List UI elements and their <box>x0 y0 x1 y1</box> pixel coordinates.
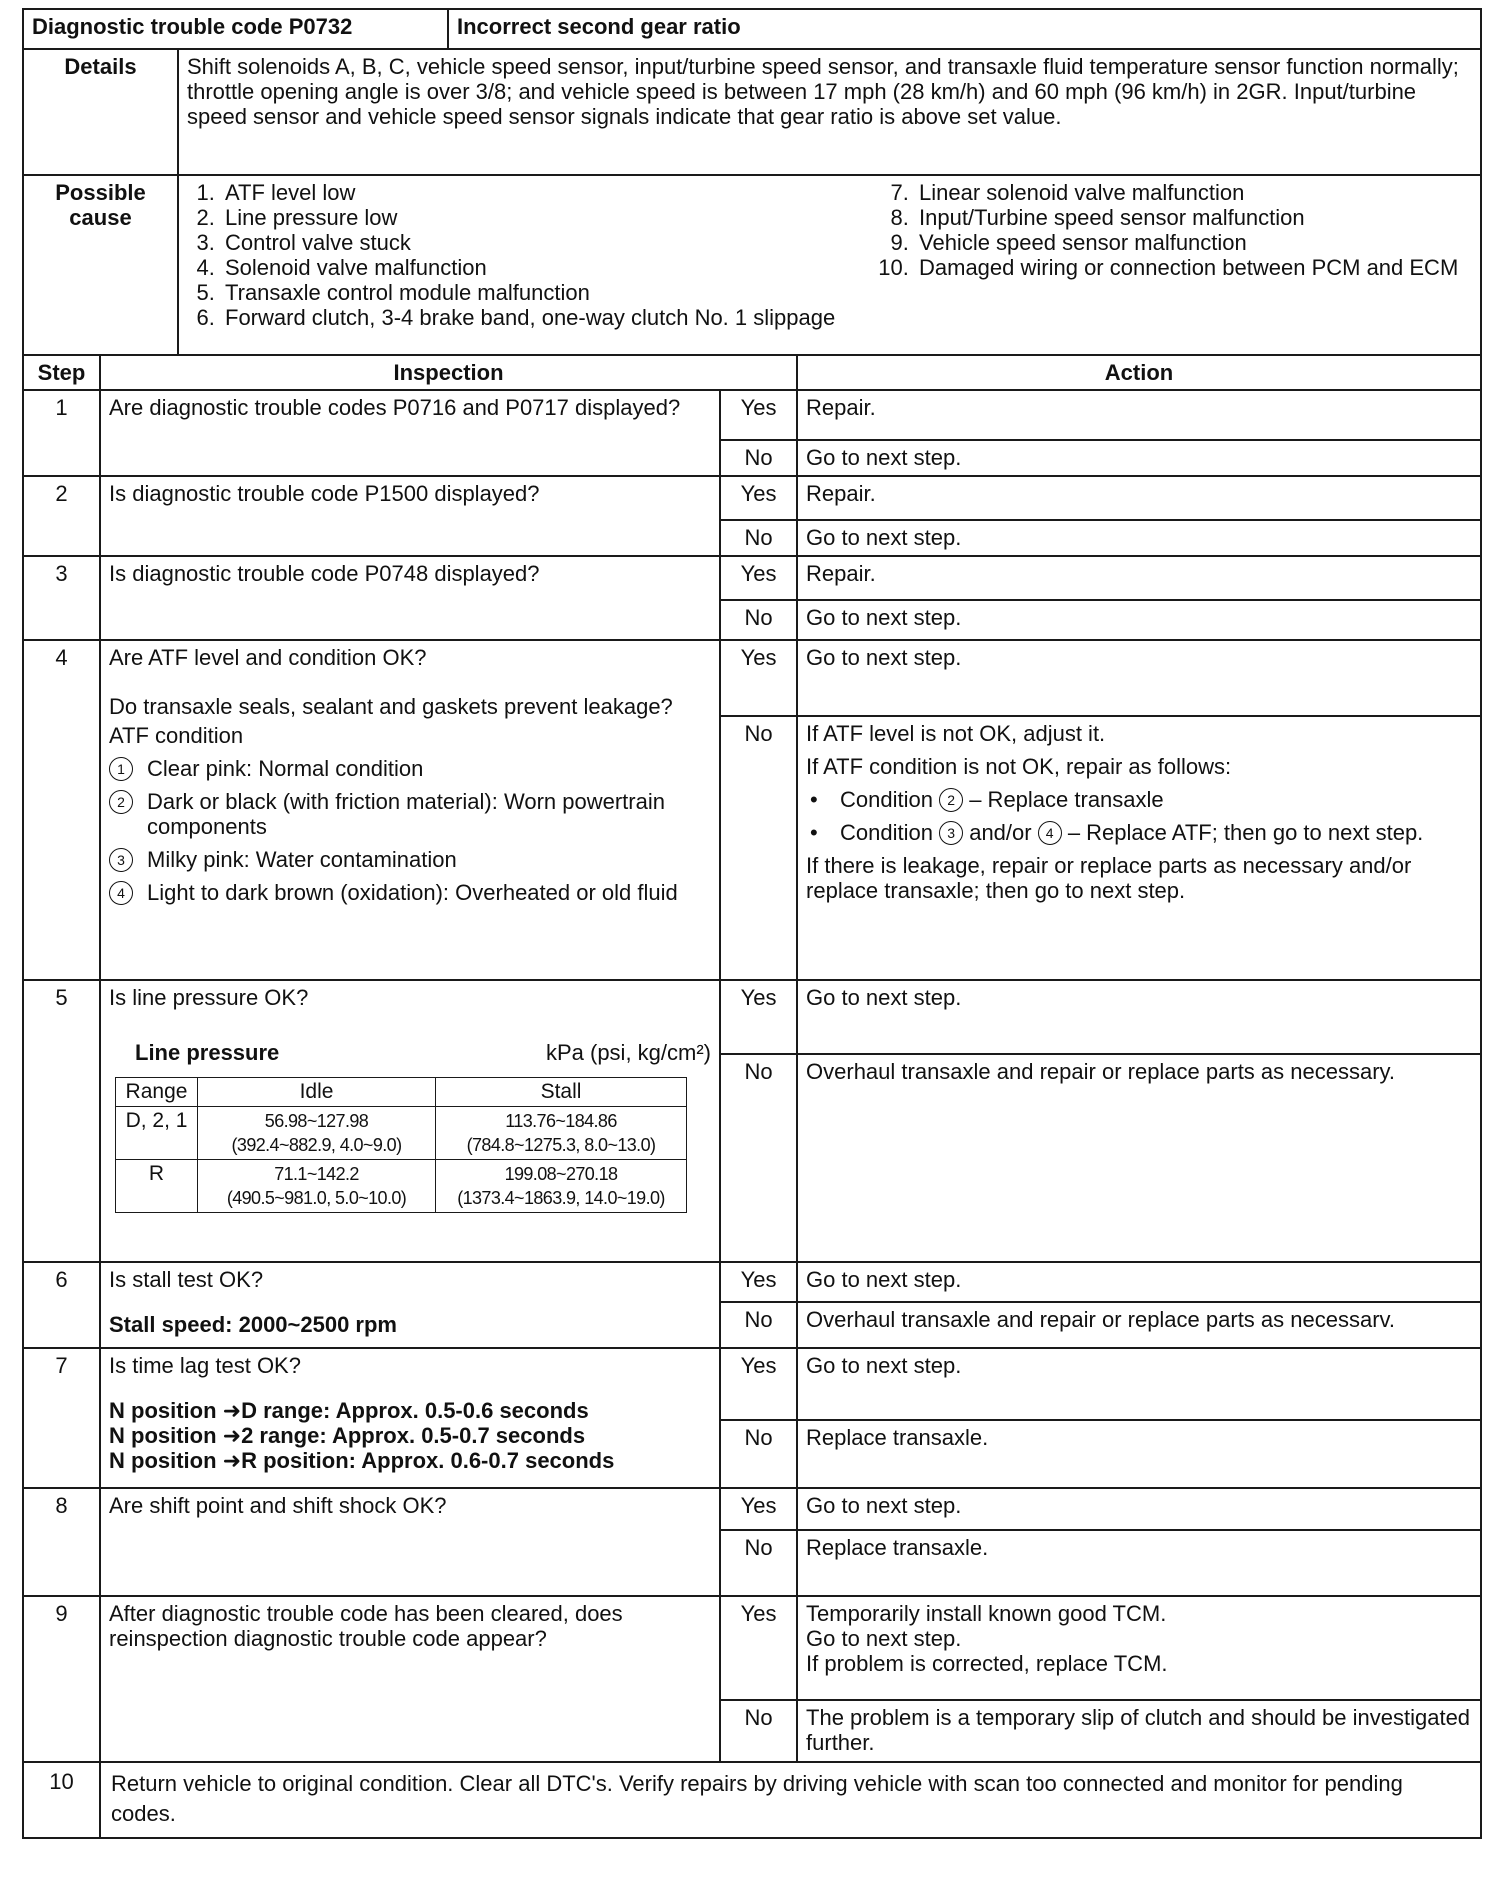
list-item: N position ➜R position: Approx. 0.6-0.7 seconds <box>109 1448 615 1473</box>
dtc-code-label: Diagnostic trouble code P0732 <box>23 9 448 49</box>
cause-list-right <box>881 180 1472 330</box>
question-text: Is line pressure OK? <box>109 985 309 1010</box>
no-label: No <box>720 1420 797 1488</box>
list-item: 6. Forward clutch, 3-4 brake band, one-way clutch No. 1 slippage <box>221 305 841 330</box>
circled-number-icon: 1 <box>109 757 133 781</box>
circled-number-icon: 3 <box>939 821 963 845</box>
no-action: Go to next step. <box>797 600 1481 640</box>
diagnostic-document <box>22 8 1482 1839</box>
no-label: No <box>720 1700 797 1762</box>
table-row <box>23 640 1481 716</box>
table-row <box>23 390 1481 440</box>
list-item: • Condition 2 – Replace transaxle <box>806 787 1472 812</box>
lp-stall: 113.76~184.86 (784.8~1275.3, 8.0~13.0) <box>436 1107 687 1160</box>
line-pressure-table <box>115 1077 687 1213</box>
col-header-action: Action <box>797 355 1481 390</box>
no-label: No <box>720 440 797 476</box>
list-item: 5. Transaxle control module malfunction <box>221 280 841 305</box>
stall-speed-spec: Stall speed: 2000~2500 rpm <box>109 1312 397 1337</box>
yes-action: Repair. <box>797 390 1481 440</box>
list-item: 10. Damaged wiring or connection between PCM and ECM <box>915 255 1472 280</box>
circled-number-icon: 2 <box>109 790 133 814</box>
yes-label: Yes <box>720 556 797 600</box>
question-text: Is stall test OK? <box>109 1267 264 1292</box>
header-table <box>22 8 1482 50</box>
step-number: 2 <box>23 476 100 556</box>
table-row <box>116 1160 687 1213</box>
list-item: N position ➜2 range: Approx. 0.5-0.7 seconds <box>109 1423 586 1448</box>
yes-label: Yes <box>720 980 797 1054</box>
step-question: Are diagnostic trouble codes P0716 and P0717 displayed? <box>100 390 720 476</box>
steps-table <box>22 354 1482 1839</box>
yes-action: Go to next step. <box>797 640 1481 716</box>
lp-header-range: Range <box>116 1078 198 1107</box>
lp-header-idle: Idle <box>198 1078 436 1107</box>
yes-label: Yes <box>720 1348 797 1420</box>
no-action: If ATF level is not OK, adjust it. If ATF condition is not OK, repair as follows: • Condition 2 – Replace transaxle • Condition 3 and/or 4 – Replace ATF; then go to next step. If there is leakage, repair or replace parts as necessary and/or replace transaxle; then go to next step. <box>797 716 1481 980</box>
step-number: 10 <box>23 1762 100 1838</box>
no-label: No <box>720 1530 797 1596</box>
step-number: 6 <box>23 1262 100 1348</box>
atf-condition-title: ATF condition <box>109 723 244 748</box>
lp-idle: 56.98~127.98 (392.4~882.9, 4.0~9.0) <box>198 1107 436 1160</box>
step-final-text: Return vehicle to original condition. Clear all DTC's. Verify repairs by driving vehicle with scan too connected and monitor for pending codes. <box>100 1762 1481 1838</box>
line-pressure-heading <box>135 1040 711 1065</box>
step-number: 9 <box>23 1596 100 1762</box>
dtc-title: Incorrect second gear ratio <box>448 9 1481 49</box>
time-lag-specs <box>109 1398 711 1473</box>
step-question: Is diagnostic trouble code P0748 displayed? <box>100 556 720 640</box>
details-label: Details <box>23 49 178 175</box>
step-number: 1 <box>23 390 100 476</box>
question-text: Is time lag test OK? <box>109 1353 301 1378</box>
step-question <box>100 1262 720 1348</box>
step-question <box>100 1348 720 1488</box>
lp-range: R <box>116 1160 198 1213</box>
lp-stall: 199.08~270.18 (1373.4~1863.9, 14.0~19.0) <box>436 1160 687 1213</box>
list-item: 8. Input/Turbine speed sensor malfunction <box>915 205 1472 230</box>
list-item: 4. Solenoid valve malfunction <box>221 255 841 280</box>
table-row <box>23 1488 1481 1530</box>
list-item: • Condition 3 and/or 4 – Replace ATF; then go to next step. <box>806 820 1472 845</box>
circled-number-icon: 4 <box>109 881 133 905</box>
line-pressure-unit: kPa (psi, kg/cm²) <box>545 1040 711 1065</box>
no-action: Replace transaxle. <box>797 1420 1481 1488</box>
no-label: No <box>720 1302 797 1348</box>
yes-action: Repair. <box>797 556 1481 600</box>
table-row <box>23 556 1481 600</box>
no-action: Overhaul transaxle and repair or replace parts as necessary. <box>797 1054 1481 1262</box>
lp-header-stall: Stall <box>436 1078 687 1107</box>
list-item: 1. ATF level low <box>221 180 841 205</box>
step-number: 5 <box>23 980 100 1262</box>
table-row <box>23 476 1481 520</box>
no-action: Go to next step. <box>797 440 1481 476</box>
col-header-inspection: Inspection <box>100 355 797 390</box>
yes-action: Go to next step. <box>797 1262 1481 1302</box>
lp-idle: 71.1~142.2 (490.5~981.0, 5.0~10.0) <box>198 1160 436 1213</box>
yes-action: Go to next step. <box>797 1488 1481 1530</box>
step-number: 8 <box>23 1488 100 1596</box>
yes-label: Yes <box>720 476 797 520</box>
possible-cause-label-line2: cause <box>69 205 132 230</box>
step-question <box>100 980 720 1262</box>
step-number: 4 <box>23 640 100 980</box>
list-item: 3 Milky pink: Water contamination <box>109 847 711 872</box>
list-item: 2. Line pressure low <box>221 205 841 230</box>
yes-action: Temporarily install known good TCM. Go to next step. If problem is corrected, replace TCM. <box>797 1596 1481 1700</box>
list-item: 9. Vehicle speed sensor malfunction <box>915 230 1472 255</box>
table-row <box>23 1762 1481 1838</box>
step-question: Are shift point and shift shock OK? <box>100 1488 720 1596</box>
table-row <box>23 1348 1481 1420</box>
circled-number-icon: 4 <box>1038 821 1062 845</box>
no-label: No <box>720 600 797 640</box>
list-item: N position ➜D range: Approx. 0.5-0.6 seconds <box>109 1398 589 1423</box>
bullet-icon: • <box>810 820 818 845</box>
question-text: Are ATF level and condition OK? <box>109 645 427 670</box>
list-item: 7. Linear solenoid valve malfunction <box>915 180 1472 205</box>
no-action: The problem is a temporary slip of clutch and should be investigated further. <box>797 1700 1481 1762</box>
yes-action: Go to next step. <box>797 980 1481 1054</box>
step-question: After diagnostic trouble code has been cleared, does reinspection diagnostic trouble code appear? <box>100 1596 720 1762</box>
bullet-icon: • <box>810 787 818 812</box>
no-action: Go to next step. <box>797 520 1481 556</box>
list-item: 3. Control valve stuck <box>221 230 841 255</box>
yes-label: Yes <box>720 390 797 440</box>
table-row <box>23 980 1481 1054</box>
no-label: No <box>720 1054 797 1262</box>
yes-label: Yes <box>720 1262 797 1302</box>
yes-action: Repair. <box>797 476 1481 520</box>
yes-label: Yes <box>720 1596 797 1700</box>
details-text: Shift solenoids A, B, C, vehicle speed sensor, input/turbine speed sensor, and transaxle fluid temperature sensor function normally; throttle opening angle is over 3/8; and vehicle speed is between 17 mph (28 km/h) and 60 mph (96 km/h) in 2GR. Input/turbine speed sensor and vehicle speed sensor signals indicate that gear ratio is above set value. <box>178 49 1481 175</box>
table-row <box>116 1107 687 1160</box>
possible-cause-label-line1: Possible <box>55 180 146 205</box>
cause-list-left <box>187 180 841 330</box>
step-question <box>100 640 720 980</box>
circled-number-icon: 3 <box>109 848 133 872</box>
step-number: 3 <box>23 556 100 640</box>
list-item: 1 Clear pink: Normal condition <box>109 756 711 781</box>
list-item: 4 Light to dark brown (oxidation): Overheated or old fluid <box>109 880 711 905</box>
step-question: Is diagnostic trouble code P1500 displayed? <box>100 476 720 556</box>
no-action: Overhaul transaxle and repair or replace parts as necessarv. <box>797 1302 1481 1348</box>
no-label: No <box>720 520 797 556</box>
no-label: No <box>720 716 797 980</box>
possible-cause-label <box>23 175 178 355</box>
list-item: 2 Dark or black (with friction material): Worn powertrain components <box>109 789 711 839</box>
col-header-step: Step <box>23 355 100 390</box>
yes-label: Yes <box>720 640 797 716</box>
lp-range: D, 2, 1 <box>116 1107 198 1160</box>
line-pressure-title: Line pressure <box>135 1040 280 1065</box>
table-row <box>23 1596 1481 1700</box>
possible-cause-list <box>178 175 1481 355</box>
no-action: Replace transaxle. <box>797 1530 1481 1596</box>
step-number: 7 <box>23 1348 100 1488</box>
circled-number-icon: 2 <box>939 788 963 812</box>
yes-action: Go to next step. <box>797 1348 1481 1420</box>
question-text-2: Do transaxle seals, sealant and gaskets prevent leakage? <box>109 694 673 719</box>
yes-label: Yes <box>720 1488 797 1530</box>
table-row <box>23 1262 1481 1302</box>
details-table <box>22 48 1482 356</box>
